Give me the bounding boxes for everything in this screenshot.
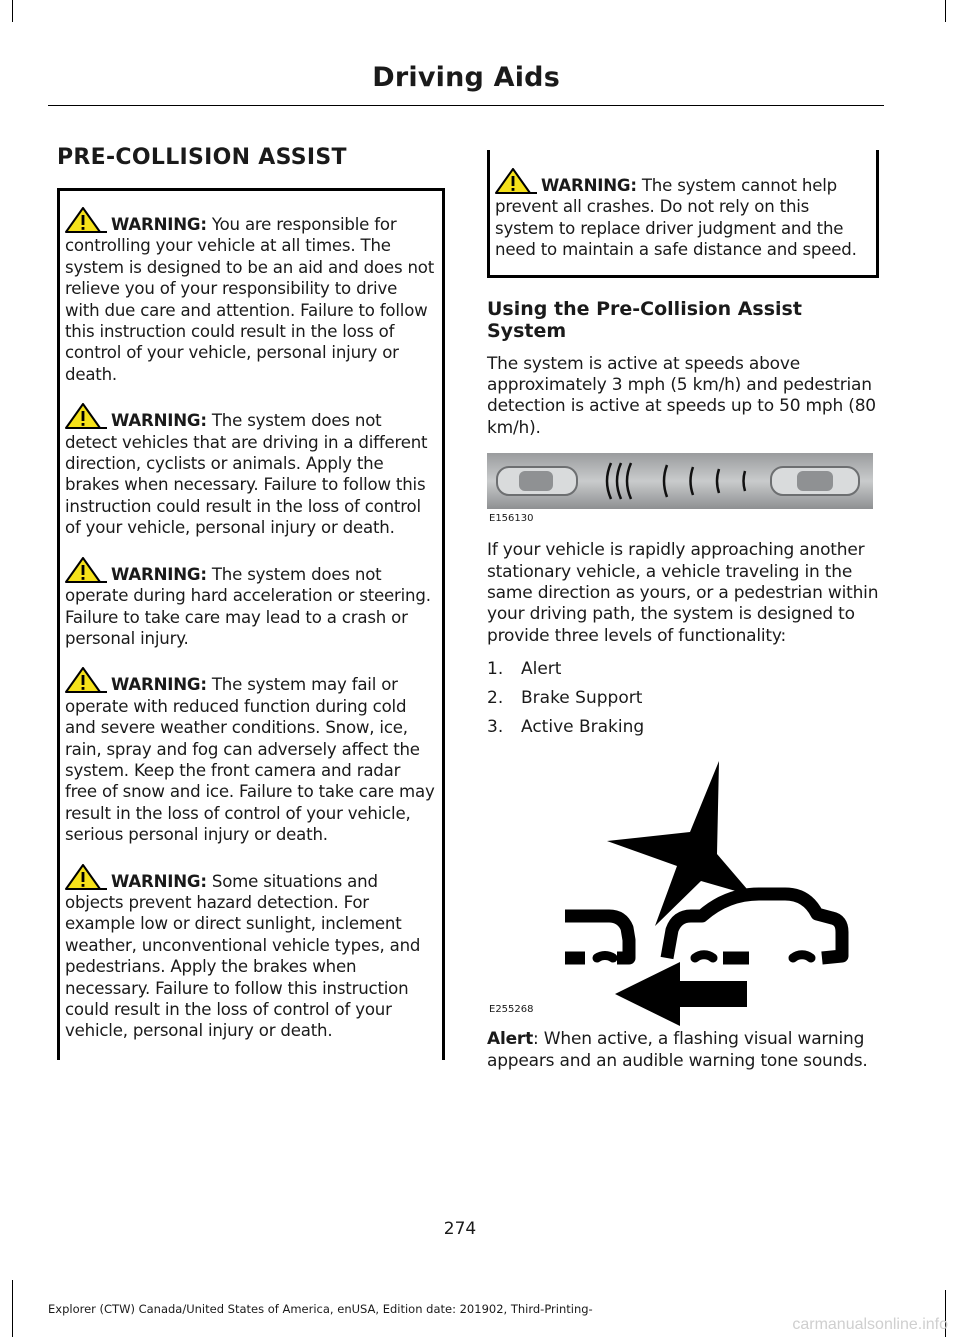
warning-triangle-icon (495, 168, 537, 194)
car-icon (771, 467, 859, 495)
alert-description: : When active, a flashing visual warning appears and an audible warning tone sounds. (487, 1029, 868, 1071)
figure-code: E156130 (489, 513, 534, 525)
warning-text: The system cannot help prevent all crashes. Do not rely on this system to replace driver judgment and the need to maintain a safe distance and speed. (495, 176, 857, 260)
warning-label: WARNING: (111, 871, 207, 891)
body-paragraph: If your vehicle is rapidly approaching another stationary vehicle, a vehicle traveling in the same direction as yours, or a pedestrian within your driving path, the system is designed to provide three levels of functionality: (487, 540, 879, 646)
functionality-list (487, 659, 879, 738)
body-paragraph: The system is active at speeds above approximately 3 mph (5 km/h) and pedestrian detection is active at speeds up to 50 mph (80 km/h). (487, 353, 876, 438)
page-number: 274 (443, 1219, 477, 1239)
warning-label: WARNING: (541, 176, 637, 195)
warning-paragraph (65, 207, 436, 385)
page-footer: Explorer (CTW) Canada/United States of America, enUSA, Edition date: 201902, Third-Printing- (48, 1302, 593, 1316)
list-item: 3. Active Braking (487, 717, 645, 738)
warning-paragraph (65, 864, 436, 1042)
watermark: carmanualsonline.info (792, 1316, 948, 1333)
warning-label: WARNING: (111, 411, 207, 431)
car-icon (497, 467, 577, 495)
warning-paragraph (65, 403, 436, 538)
page-header-title: Driving Aids (372, 62, 560, 93)
list-item: 1. Alert (487, 659, 562, 680)
warning-text: The system may fail or operate with reduced function during cold and severe weather conditions. Snow, ice, rain, spray and fog can adversely affect the system. Keep the front camera and radar free of snow and ice. Failure to take care may result in the loss of control of your vehicle, serious personal injury or death. (65, 675, 435, 845)
radar-detection-illustration (487, 453, 873, 509)
warning-label: WARNING: (111, 564, 207, 584)
warning-text: You are responsible for controlling your vehicle at all times. The system is designed to be an aid and does not relieve you of your responsibility to drive with due care and attention. Failure to follow this instruction could result in the loss of control of your vehicle, personal injury or death. (65, 215, 435, 384)
warning-triangle-icon (65, 864, 107, 890)
right-column (487, 150, 879, 1084)
alert-term: Alert (487, 1029, 534, 1050)
warning-paragraph (65, 667, 436, 845)
warning-label: WARNING: (111, 675, 207, 695)
collision-warning-illustration (487, 746, 877, 1026)
crop-mark (945, 0, 946, 22)
warning-triangle-icon (65, 557, 107, 583)
warning-paragraph (65, 557, 436, 650)
warning-paragraph (495, 168, 870, 261)
list-item: 2. Brake Support (487, 688, 643, 709)
section-title: PRE-COLLISION ASSIST (57, 145, 347, 170)
section-subheading: Using the Pre-Collision Assist System (487, 297, 802, 342)
body-paragraph (487, 1029, 879, 1072)
crop-mark (12, 0, 13, 22)
warning-box (487, 150, 879, 278)
warning-triangle-icon (65, 207, 107, 233)
left-column (57, 145, 445, 1060)
warning-text: The system does not operate during hard acceleration or steering. Failure to take care may lead to a crash or personal injury. (65, 564, 431, 648)
arrow-left-icon (615, 962, 747, 1026)
warning-box (57, 188, 445, 1060)
warning-text: The system does not detect vehicles that are driving in a different direction, cyclists or animals. Apply the brakes when necessary. Failure to follow this instruction could result in the loss of control of your vehicle, personal injury or death. (65, 411, 428, 538)
warning-triangle-icon (65, 667, 107, 693)
warning-triangle-icon (65, 403, 107, 429)
header-divider (48, 105, 884, 106)
crop-mark (12, 1280, 13, 1337)
warning-label: WARNING: (111, 215, 207, 234)
figure-code: E255268 (489, 1004, 534, 1016)
warning-text: Some situations and objects prevent hazard detection. For example low or direct sunlight, inclement weather, unconventional vehicle types, and pedestrians. Apply the brakes when necessary. Failure to follow this instruction could result in the loss of control of your vehicle, personal injury or death. (65, 871, 421, 1041)
